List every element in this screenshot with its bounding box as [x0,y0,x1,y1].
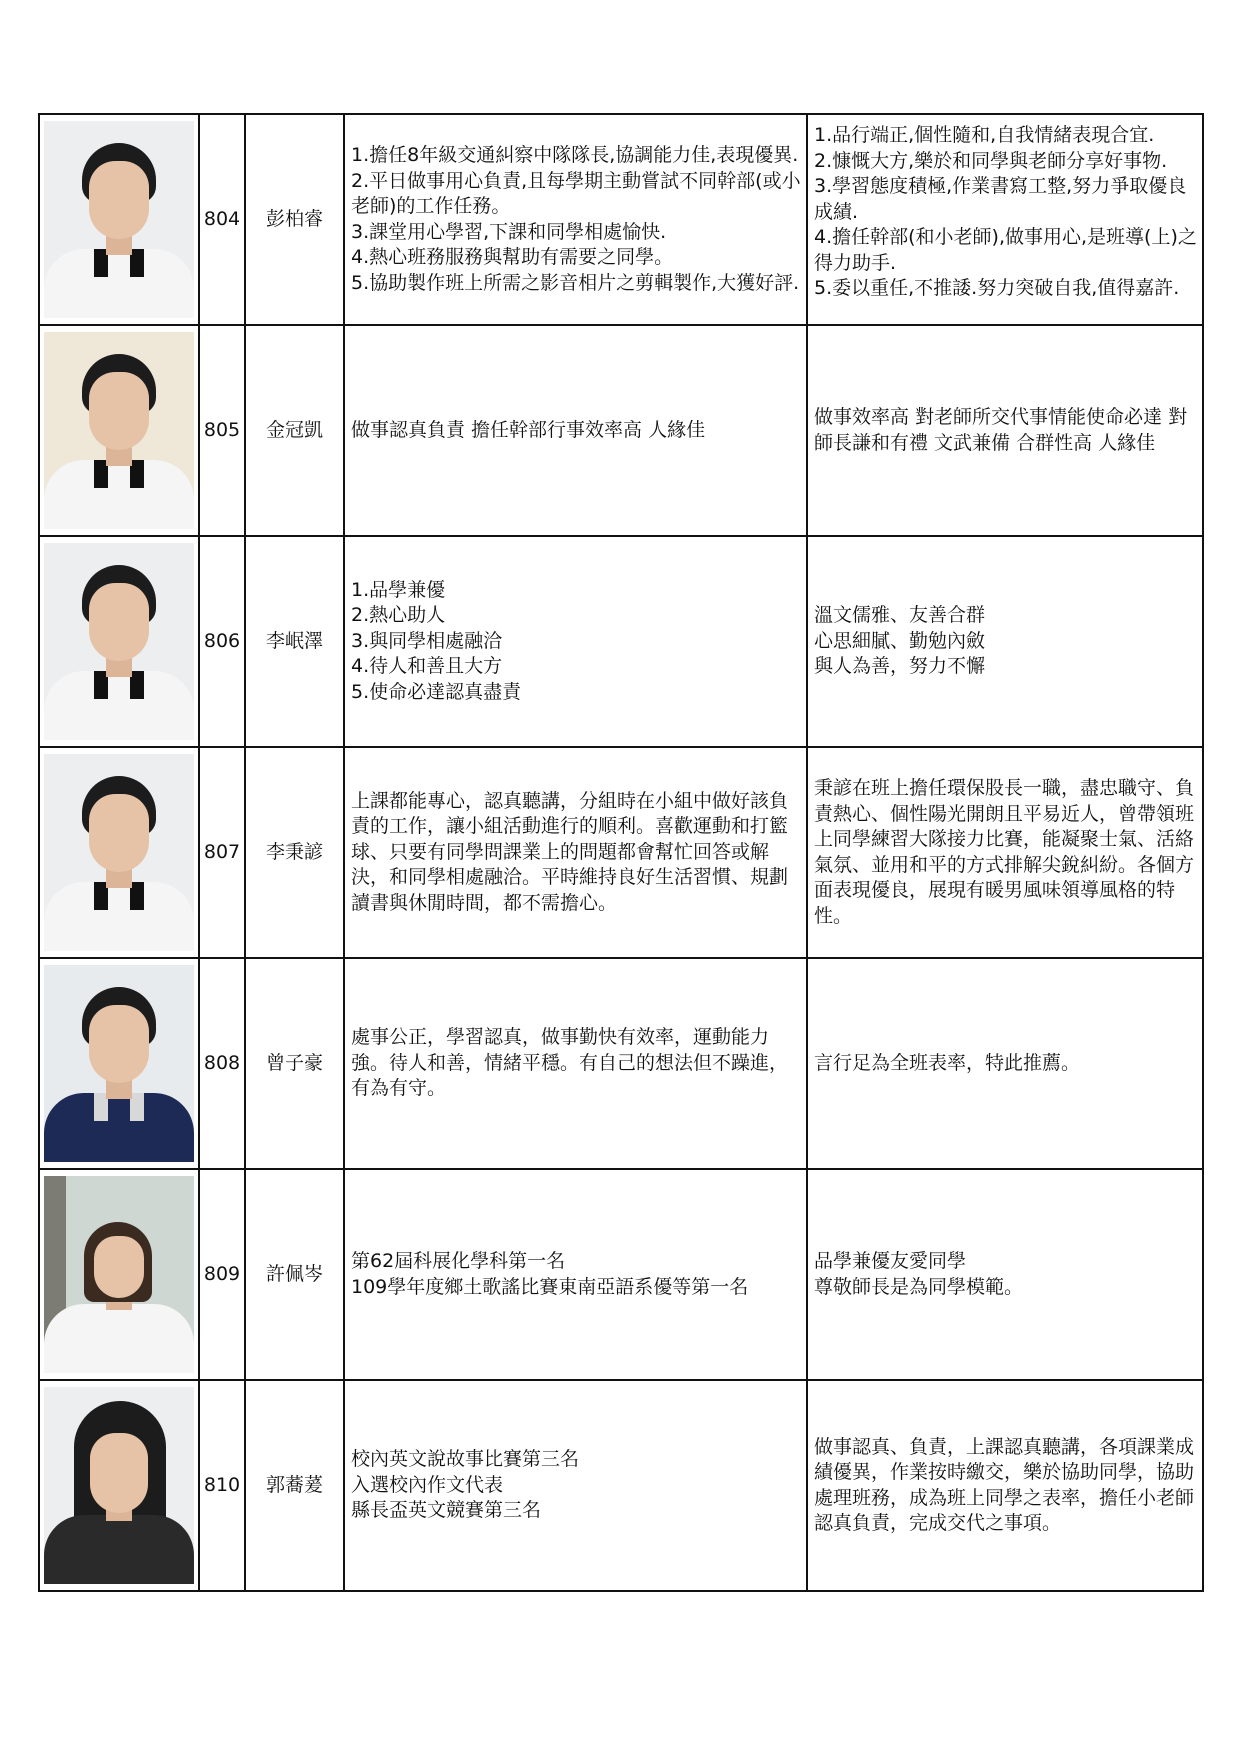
comment-line: 5.委以重任,不推諉.努力突破自我,值得嘉許. [814,277,1180,300]
deed-line: 1.品學兼優 [351,578,446,601]
seat-number: 805 [199,325,245,536]
deed-line: 1.擔任8年級交通糾察中隊隊長,協調能力佳,表現優異. [351,144,799,166]
student-name: 李秉諺 [245,747,344,958]
deed-line: 4.待人和善且大方 [351,655,503,678]
comment-line: 做事效率高 對老師所交代事情能使命必達 對師長謙和有禮 文武兼備 合群性高 人緣佳 [814,406,1188,454]
student-photo-cell [39,1380,199,1591]
deed-line: 校內英文說故事比賽第三名 [351,1448,580,1471]
comment-line: 做事認真、負責，上課認真聽講，各項課業成績優異，作業按時繳交，樂於協助同學，協助處理班務，成為班上同學之表率，擔任小老師認真負責，完成交代之事項。 [814,1435,1195,1534]
comment-cell [807,114,1203,325]
comment-line: 3.學習態度積極,作業書寫工整,努力爭取優良成績. [814,175,1187,223]
deed-line: 109學年度鄉土歌謠比賽東南亞語系優等第一名 [351,1275,749,1298]
student-photo-cell [39,1169,199,1380]
comment-cell [807,325,1203,536]
comment-cell [807,1169,1203,1380]
deed-line: 上課都能專心，認真聽講，分組時在小組中做好該負責的工作，讓小組活動進行的順利。喜歡運動和打籃球、只要有同學問課業上的問題都會幫忙回答或解決，和同學相處融洽。平時維持良好生活習慣、規劃讀書與休閒時間，都不需擔心。 [351,789,789,914]
student-name: 曾子豪 [245,958,344,1169]
deed-line: 2.熱心助人 [351,604,446,627]
student-row [39,958,1203,1169]
deeds-cell [344,1380,807,1591]
deed-line: 做事認真負責 擔任幹部行事效率高 人緣佳 [351,418,706,441]
comment-line: 尊敬師長是為同學模範。 [814,1275,1024,1298]
deed-line: 3.與同學相處融洽 [351,629,503,652]
comment-line: 秉諺在班上擔任環保股長一職，盡忠職守、負責熱心、個性陽光開朗且平易近人，曾帶領班上同學練習大隊接力比賽，能凝聚士氣、活絡氣氛、並用和平的方式排解尖銳糾紛。各個方面表現優良，展現有暖男風味領導風格的特性。 [814,777,1195,927]
deeds-cell [344,325,807,536]
student-photo-cell [39,536,199,747]
comment-line: 1.品行端正,個性隨和,自我情緒表現合宜. [814,124,1155,147]
student-name: 許佩岑 [245,1169,344,1380]
deed-line: 縣長盃英文競賽第三名 [351,1499,542,1522]
seat-number: 804 [199,114,245,325]
seat-number: 808 [199,958,245,1169]
seat-number: 807 [199,747,245,958]
student-photo [44,965,194,1162]
student-photo [44,543,194,740]
deeds-cell [344,958,807,1169]
student-photo [44,332,194,529]
deed-line: 處事公正，學習認真，做事勤快有效率，運動能力強。待人和善，情緒平穩。有自己的想法但不躁進，有為有守。 [351,1026,789,1100]
student-recommendation-table [38,113,1204,1592]
comment-cell [807,536,1203,747]
student-name: 李岷澤 [245,536,344,747]
seat-number: 809 [199,1169,245,1380]
student-photo [44,1176,194,1373]
student-name: 郭蕎萲 [245,1380,344,1591]
student-photo-cell [39,958,199,1169]
student-photo-cell [39,747,199,958]
student-row [39,1169,1203,1380]
student-name: 彭柏睿 [245,114,344,325]
deed-line: 3.課堂用心學習,下課和同學相處愉快. [351,220,667,243]
student-photo [44,121,194,318]
student-photo-cell [39,325,199,536]
deeds-cell [344,1169,807,1380]
comment-line: 品學兼優友愛同學 [814,1250,967,1272]
comment-cell [807,747,1203,958]
deed-line: 5.使命必達認真盡責 [351,680,522,703]
comment-cell [807,958,1203,1169]
seat-number: 806 [199,536,245,747]
student-row [39,536,1203,747]
deed-line: 2.平日做事用心負責,且每學期主動嘗試不同幹部(或小老師)的工作任務。 [351,169,801,217]
comment-line: 溫文儒雅、友善合群 [814,604,986,627]
student-row [39,114,1203,325]
comment-cell [807,1380,1203,1591]
comment-line: 與人為善，努力不懈 [814,655,986,678]
comment-line: 言行足為全班表率，特此推薦。 [814,1051,1081,1074]
seat-number: 810 [199,1380,245,1591]
student-row [39,325,1203,536]
deed-line: 5.協助製作班上所需之影音相片之剪輯製作,大獲好評. [351,271,800,294]
deeds-cell [344,536,807,747]
deed-line: 4.熱心班務服務與幫助有需要之同學。 [351,246,674,268]
student-row [39,1380,1203,1591]
comment-line: 2.慷慨大方,樂於和同學與老師分享好事物. [814,149,1168,172]
deeds-cell [344,747,807,958]
student-row [39,747,1203,958]
deed-line: 入選校內作文代表 [351,1473,504,1496]
deeds-cell [344,114,807,325]
comment-line: 心思細膩、勤勉內斂 [814,629,986,652]
student-photo [44,754,194,951]
deed-line: 第62屆科展化學科第一名 [351,1250,566,1272]
student-photo [44,1387,194,1584]
comment-line: 4.擔任幹部(和小老師),做事用心,是班導(上)之得力助手. [814,226,1197,274]
student-photo-cell [39,114,199,325]
student-name: 金冠凱 [245,325,344,536]
